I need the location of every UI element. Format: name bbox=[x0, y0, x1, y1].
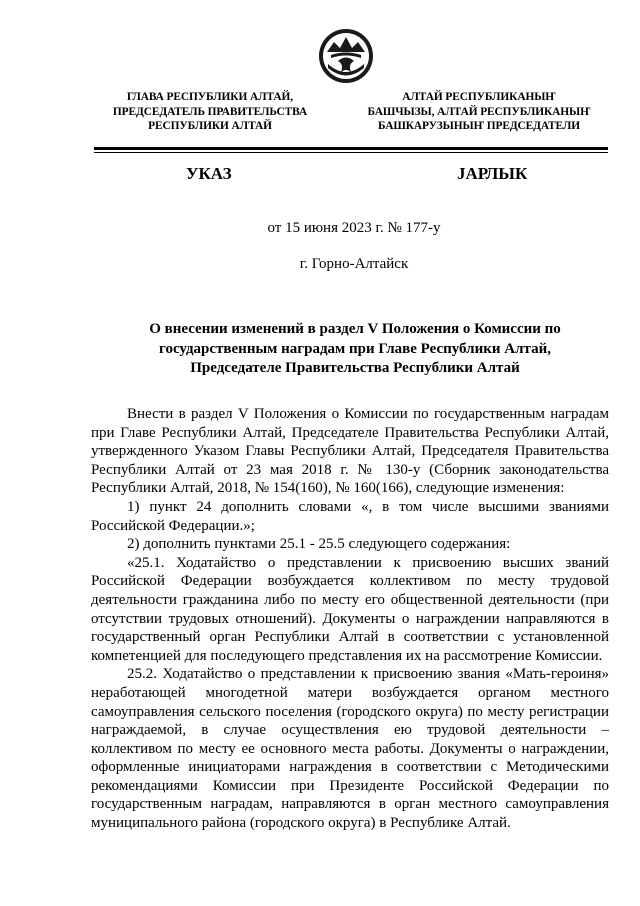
body-paragraph: 25.2. Ходатайство о представлении к присвоению звания «Мать-героиня» неработающей многодетной матери возбуждается органом местного самоуправления сельского поселения (городского округа) по месту регистрации награждаемой, в случае осуществления ею трудовой деятельности – коллективом по месту ее основного места работы. Документы о награждении, оформленные инициаторами награждения в соответствии с Методическими рекомендациями Комиссии при Президенте Российской Федерации по государственным наградам, направляются в орган местного самоуправления муниципального района (городского округа) в Республике Алтай. bbox=[91, 666, 609, 832]
body-paragraph: 1) пункт 24 дополнить словами «, в том числе высшими званиями Российской Федерации.»; bbox=[91, 498, 609, 534]
body-paragraph: «25.1. Ходатайство о представлении к присвоению высших званий Российской Федерации возбуждается коллективом по месту трудовой деятельности гражданина либо по месту его общественной деятельности (при отсутствии трудовых отношений). Документы о награждении направляются в государственный орган Республики Алтай в соответствии с установленной компетенцией для последующего представления их на рассмотрение Комиссии. bbox=[91, 554, 609, 664]
doc-type-altai: JАРЛЫК bbox=[457, 164, 528, 183]
header-left-block bbox=[100, 90, 320, 134]
header-left-line: ПРЕДСЕДАТЕЛЬ ПРАВИТЕЛЬСТВА bbox=[112, 105, 308, 118]
header-right-line: БАШЧЫЗЫ, АЛТАЙ РЕСПУБЛИКАНЫҤ bbox=[367, 105, 591, 118]
header-right-line: БАШКАРУЗЫНЫҤ ПРЕДСЕДАТЕЛИ bbox=[377, 120, 581, 133]
body-paragraph: Внести в раздел V Положения о Комиссии по государственным наградам при Главе Республики Алтай, Председателе Правительства Республики Алтай, утвержденного Указом Главы Республики Алтай, Председателя Правительства Республики Алтай от 23 мая 2018 г. № 130-у (Сборник законодательства Республики Алтай, 2018, № 154(160), № 160(166), следующие изменения: bbox=[91, 406, 609, 497]
header-right-block bbox=[364, 90, 594, 134]
title-line: О внесении изменений в раздел V Положения о Комиссии по bbox=[149, 321, 561, 337]
doc-type-russian: УКАЗ bbox=[186, 164, 232, 183]
title-line: государственным наградам при Главе Республики Алтай, bbox=[159, 340, 551, 357]
document-title bbox=[120, 320, 590, 379]
header-divider-thick bbox=[94, 147, 608, 150]
coat-of-arms-icon bbox=[318, 28, 374, 84]
header-left-line: РЕСПУБЛИКИ АЛТАЙ bbox=[148, 120, 272, 133]
body-paragraph: 2) дополнить пунктами 25.1 - 25.5 следующего содержания: bbox=[127, 536, 511, 553]
document-date-number: от 15 июня 2023 г. № 177-у bbox=[267, 220, 441, 236]
document-body bbox=[91, 405, 609, 833]
title-line: Председателе Правительства Республики Алтай bbox=[190, 360, 520, 376]
header-right-line: АЛТАЙ РЕСПУБЛИКАНЫҤ bbox=[402, 91, 556, 103]
header-left-line: ГЛАВА РЕСПУБЛИКИ АЛТАЙ, bbox=[126, 91, 294, 103]
document-city: г. Горно-Алтайск bbox=[299, 256, 409, 272]
header-divider-thin bbox=[94, 152, 608, 153]
